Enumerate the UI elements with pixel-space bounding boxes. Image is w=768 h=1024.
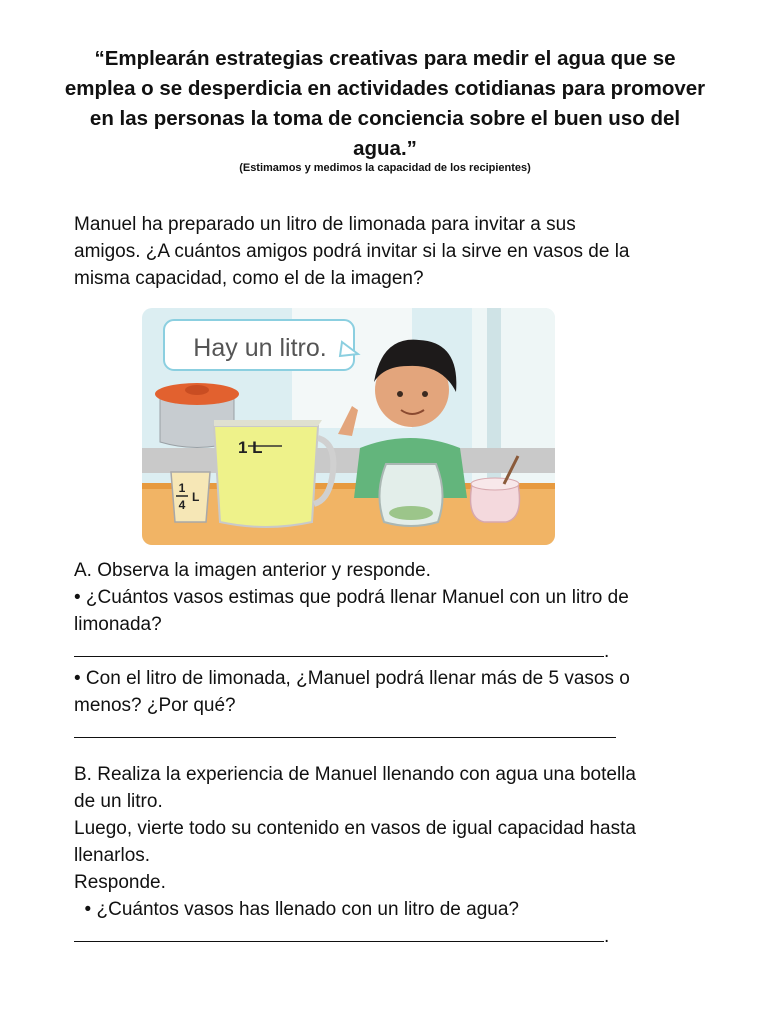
section-b-line-5: Responde. [74,872,166,893]
page-title: “Emplearán estrategias creativas para medir el agua que se emplea o se desperdicia en actividades cotidianas para promover en las personas la toma de conciencia sobre el buen uso del agua.” [64,47,706,160]
section-b-line-2: de un litro. [74,791,163,812]
problem-line-1: Manuel ha preparado un litro de limonada para invitar a sus [74,214,576,235]
glass-label-unit: L [192,490,200,504]
answer-blank-1[interactable] [74,642,604,657]
speech-bubble [164,320,358,370]
section-b-line-1: B. Realiza la experiencia de Manuel llenando con agua una botella [74,764,636,785]
section-b-line-4: llenarlos. [74,845,151,866]
section-b [74,761,714,950]
question-1-line-1: • ¿Cuántos vasos estimas que podrá llenar Manuel con un litro de [74,587,629,608]
glass-label-denominator: 4 [178,498,186,512]
answer-blank-2[interactable] [74,723,616,738]
page-subtitle: (Estimamos y medimos la capacidad de los recipientes) [239,162,531,174]
kitchen-scene [142,308,555,545]
answer-blank-3[interactable] [74,927,604,942]
answer-1-period: . [604,641,610,662]
problem-line-2: amigos. ¿A cuántos amigos podrá invitar si la sirve en vasos de la [74,241,630,262]
speech-bubble-text: Hay un litro. [193,334,327,362]
section-b-line-3: Luego, vierte todo su contenido en vasos de igual capacidad hasta [74,818,636,839]
glass-bowl [379,464,442,526]
problem-line-3: misma capacidad, como el de la imagen? [74,268,424,289]
jug-volume-label: 1 L [238,438,263,457]
problem-statement [74,211,714,292]
question-3: • ¿Cuántos vasos has llenado con un litro de agua? [74,899,519,920]
answer-3-period: . [604,926,610,947]
kitchen-illustration [142,308,555,545]
question-2-line-2: menos? ¿Por qué? [74,695,236,716]
quarter-liter-glass [171,472,210,522]
glass-label-numerator: 1 [178,481,186,495]
section-a-heading: A. Observa la imagen anterior y responde. [74,560,431,581]
question-1-line-2: limonada? [74,614,162,635]
section-a [74,557,714,746]
question-2-line-1: • Con el litro de limonada, ¿Manuel podrá llenar más de 5 vasos o [74,668,630,689]
